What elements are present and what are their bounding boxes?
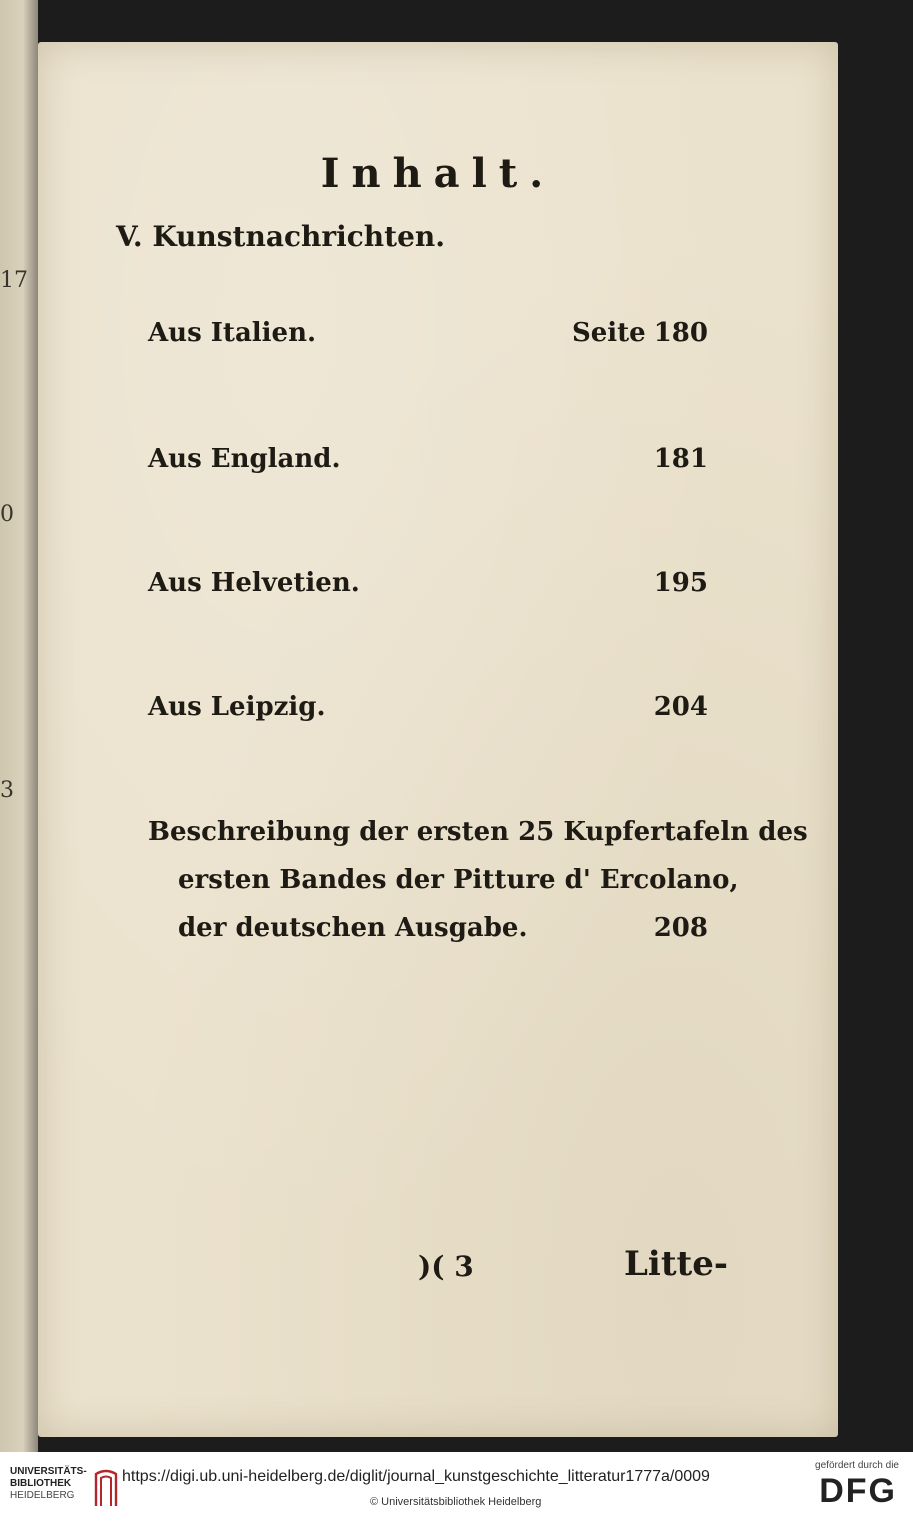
toc-page-number: 181 <box>653 444 708 474</box>
toc-entry-line: ersten Bandes der Pitture d' Ercolano, <box>178 865 739 895</box>
dfg-logo: DFG <box>819 1472 897 1510</box>
page-title: Inhalt. <box>320 150 556 197</box>
toc-page-number: 180 <box>653 318 708 348</box>
previous-page-fragment: 3 <box>0 778 14 803</box>
previous-page-fragment: 0 <box>0 502 14 527</box>
toc-page-number: 195 <box>653 568 708 598</box>
copyright-notice: © Universitätsbibliothek Heidelberg <box>370 1496 542 1508</box>
previous-page-edge <box>0 0 38 1452</box>
toc-entry-multiline <box>148 808 808 952</box>
library-logo-line: BIBLIOTHEK <box>10 1478 72 1489</box>
toc-page-number: 208 <box>653 913 708 943</box>
toc-entry-label: Aus England. <box>148 444 341 474</box>
section-heading: V. Kunstnachrichten. <box>116 220 446 253</box>
toc-entry-label: Aus Helvetien. <box>148 568 360 598</box>
library-emblem-icon <box>92 1466 120 1510</box>
toc-page-number: 204 <box>653 692 708 722</box>
toc-entry-line <box>148 904 708 952</box>
toc-entry-line: Beschreibung der ersten 25 Kupfertafeln des <box>148 817 808 847</box>
viewer-footer <box>0 1452 913 1525</box>
book-page <box>38 42 838 1437</box>
permalink-url[interactable]: https://digi.ub.uni-heidelberg.de/diglit/journal_kunstgeschichte_litteratur1777a/0009 <box>122 1468 710 1485</box>
toc-entry-label: Aus Italien. <box>148 318 317 348</box>
toc-entry-line-text: der deutschen Ausgabe. <box>178 913 528 943</box>
previous-page-fragment: 17 <box>0 268 28 293</box>
catchword: Litte- <box>624 1244 728 1284</box>
library-logo-line: HEIDELBERG <box>10 1490 75 1501</box>
toc-entry-page <box>572 318 708 348</box>
signature-mark: )( 3 <box>418 1250 474 1283</box>
toc-entry-label: Aus Leipzig. <box>148 692 326 722</box>
library-logo-line: UNIVERSITÄTS- <box>10 1466 87 1477</box>
library-logo <box>10 1466 96 1502</box>
toc-page-prefix: Seite <box>571 318 646 348</box>
funding-note: gefördert durch die <box>815 1460 899 1471</box>
